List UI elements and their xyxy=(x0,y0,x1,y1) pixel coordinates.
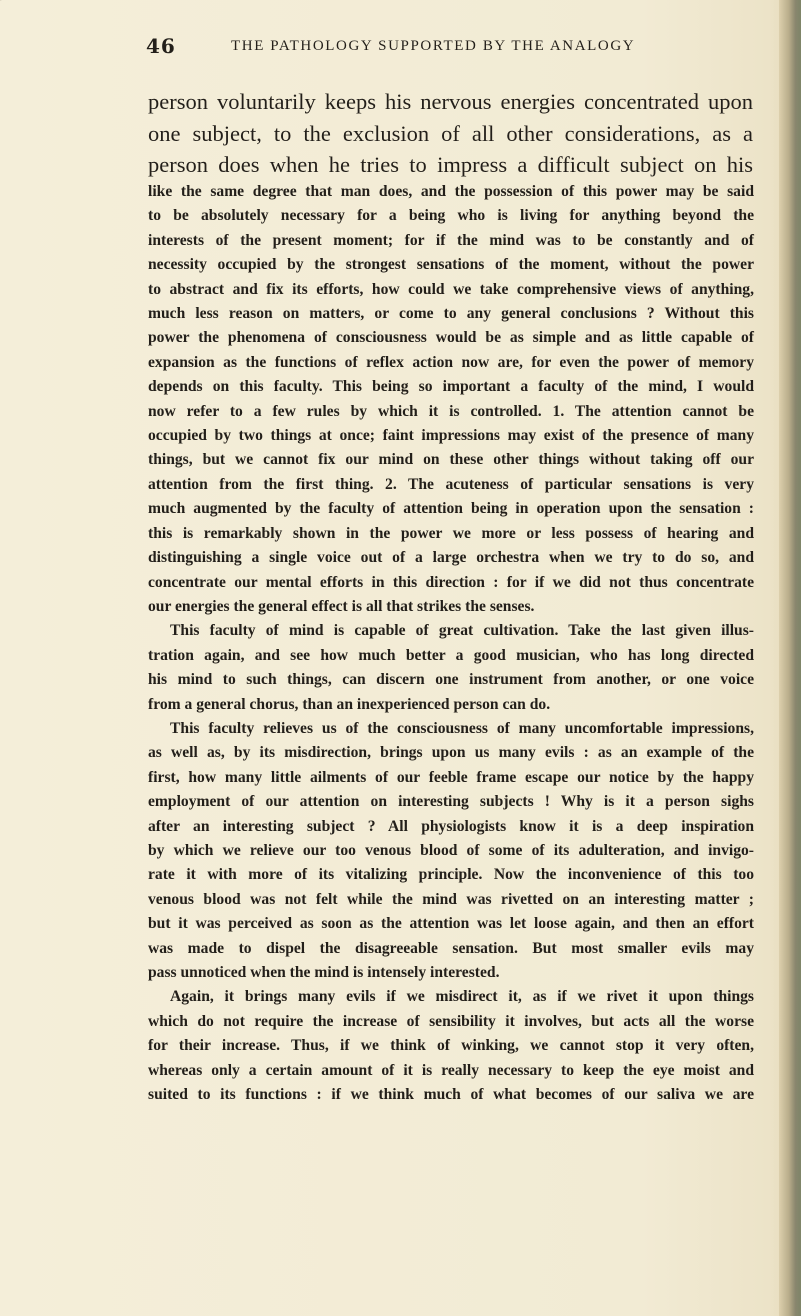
text-line: occupied by two things at once; faint impressions may exist of the presence of many xyxy=(148,427,754,445)
text-line: Again, it brings many evils if we misdirect it, as if we rivet it upon things xyxy=(170,988,754,1006)
text-line: our energies the general effect is all that strikes the senses. xyxy=(148,597,535,615)
text-line: power the phenomena of consciousness would be as simple and as little capable of xyxy=(148,329,754,347)
text-line: for their increase. Thus, if we think of winking, we cannot stop it very often, xyxy=(148,1037,754,1055)
text-line: rate it with more of its vitalizing principle. Now the inconvenience of this too xyxy=(148,866,754,884)
lead-line: person does when he tries to impress a difficult subject on his xyxy=(148,152,753,177)
text-line: as well as, by its misdirection, brings upon us many evils : as an example of the xyxy=(148,744,754,762)
text-line: to abstract and fix its efforts, how could we take comprehensive views of anything, xyxy=(148,280,754,298)
text-line: tration again, and see how much better a good musician, who has long directed xyxy=(148,646,754,664)
text-line: employment of our attention on interesting subjects ! Why is it a person sighs xyxy=(148,793,754,811)
text-line: interests of the present moment; for if the mind was to be constantly and of xyxy=(148,231,754,249)
text-line: expansion as the functions of reflex action now are, for even the power of memory xyxy=(148,353,754,371)
text-line: suited to its functions : if we think much of what becomes of our saliva we are xyxy=(148,1086,754,1104)
text-line: from a general chorus, than an inexperienced person can do. xyxy=(148,695,551,713)
text-line: necessity occupied by the strongest sensations of the moment, without the power xyxy=(148,256,754,274)
text-line: attention from the first thing. 2. The acuteness of particular sensations is very xyxy=(148,475,754,493)
text-line: this is remarkably shown in the power we more or less possess of hearing and xyxy=(148,524,754,542)
running-title: THE PATHOLOGY SUPPORTED BY THE ANALOGY xyxy=(231,38,636,54)
text-line: venous blood was not felt while the mind was rivetted on an interesting matter ; xyxy=(148,890,754,908)
text-line: much augmented by the faculty of attention being in operation upon the sensation : xyxy=(148,500,754,518)
text-line: but it was perceived as soon as the attention was let loose again, and then an effort xyxy=(148,915,754,933)
text-line: like the same degree that man does, and the possession of this power may be said xyxy=(148,183,754,200)
text-line: things, but we cannot fix our mind on these other things without taking off our xyxy=(148,451,754,469)
text-line: now refer to a few rules by which it is controlled. 1. The attention cannot be xyxy=(148,402,754,420)
page-number: 46 xyxy=(146,34,176,58)
paragraph-4 xyxy=(148,985,754,1107)
text-line: This faculty relieves us of the consciousness of many uncomfortable impressions, xyxy=(170,719,754,737)
running-head xyxy=(146,34,776,62)
text-line: to be absolutely necessary for a being who is living for anything beyond the xyxy=(148,207,754,225)
text-line: concentrate our mental efforts in this direction : for if we did not thus concentrate xyxy=(148,573,754,591)
paragraph-1 xyxy=(148,180,754,619)
text-line: much less reason on matters, or come to any general conclusions ? Without this xyxy=(148,305,754,323)
text-line: was made to dispel the disagreeable sensation. But most smaller evils may xyxy=(148,939,754,957)
paper-fold-mark xyxy=(0,0,109,50)
text-line: first, how many little ailments of our feeble frame escape our notice by the happy xyxy=(148,768,754,786)
text-line: which do not require the increase of sensibility it involves, but acts all the worse xyxy=(148,1012,754,1030)
lead-extract xyxy=(148,86,753,181)
text-line: after an interesting subject ? All physiologists know it is a deep inspiration xyxy=(148,817,754,835)
text-line: distinguishing a single voice out of a large orchestra when we try to do so, and xyxy=(148,549,754,567)
lead-line: one subject, to the exclusion of all other considerations, as a xyxy=(148,120,753,146)
paragraph-2 xyxy=(148,619,754,717)
text-line: whereas only a certain amount of it is really necessary to keep the eye moist and xyxy=(148,1061,754,1079)
page-edge-shadow xyxy=(779,0,801,1316)
paragraph-3 xyxy=(148,717,754,985)
text-line: his mind to such things, can discern one instrument from another, or one voice xyxy=(148,671,754,689)
text-line: by which we relieve our too venous blood of some of its adulteration, and invigo- xyxy=(148,841,754,859)
text-line: pass unnoticed when the mind is intensely interested. xyxy=(148,964,500,981)
text-line: This faculty of mind is capable of great cultivation. Take the last given illus- xyxy=(170,622,754,640)
body-text xyxy=(148,180,754,1107)
text-line: depends on this faculty. This being so important a faculty of the mind, I would xyxy=(148,378,754,396)
lead-line: person voluntarily keeps his nervous energies concentrated upon xyxy=(148,89,753,114)
